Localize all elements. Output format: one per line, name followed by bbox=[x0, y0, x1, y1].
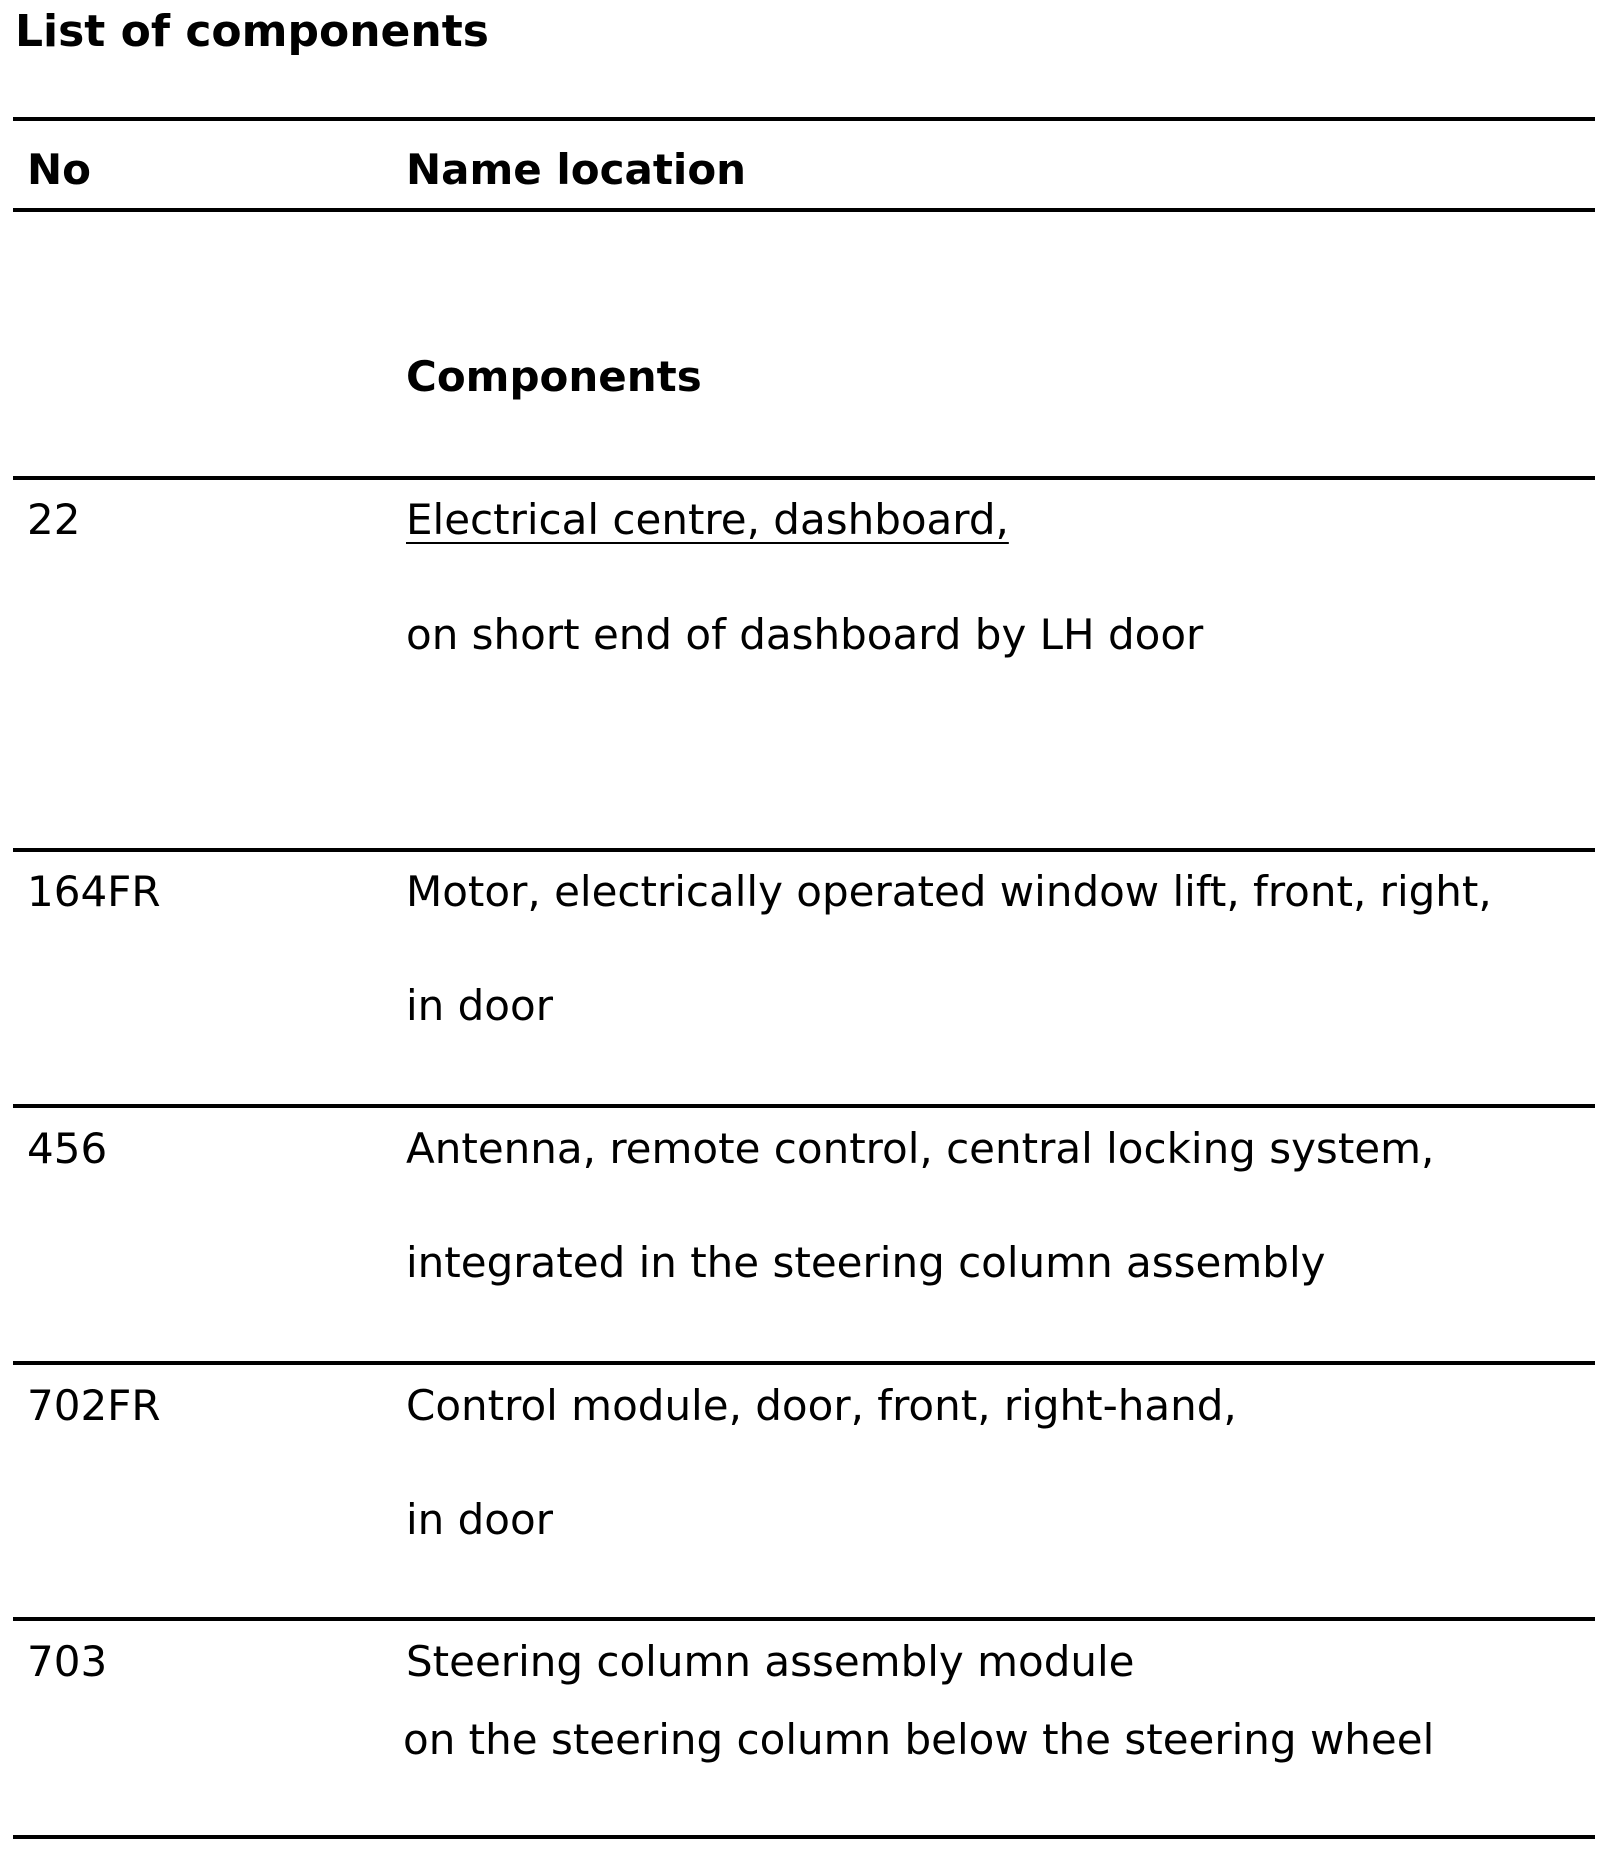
component-name: Control module, door, front, right-hand, bbox=[406, 1381, 1237, 1430]
row-number: 164FR bbox=[27, 867, 161, 916]
component-name: Steering column assembly module bbox=[406, 1637, 1135, 1686]
component-name: Motor, electrically operated window lift, front, right, bbox=[406, 867, 1492, 916]
row-number: 702FR bbox=[27, 1381, 161, 1430]
row-separator bbox=[13, 848, 1595, 852]
row-separator bbox=[13, 1361, 1595, 1365]
header-bottom-rule bbox=[13, 208, 1595, 212]
page-title: List of components bbox=[15, 6, 489, 57]
component-name: Electrical centre, dashboard, bbox=[406, 495, 1009, 544]
component-name: Antenna, remote control, central locking system, bbox=[406, 1124, 1435, 1173]
column-header-name-location: Name location bbox=[406, 145, 747, 194]
section-heading: Components bbox=[406, 352, 702, 401]
row-separator bbox=[13, 476, 1595, 480]
table-top-rule bbox=[13, 117, 1595, 121]
row-separator bbox=[13, 1617, 1595, 1621]
row-separator bbox=[13, 1104, 1595, 1108]
component-location: in door bbox=[406, 981, 553, 1030]
row-number: 456 bbox=[27, 1124, 108, 1173]
row-number: 22 bbox=[27, 495, 81, 544]
table-bottom-rule bbox=[13, 1835, 1595, 1839]
component-location: on short end of dashboard by LH door bbox=[406, 610, 1204, 659]
component-location: on the steering column below the steering wheel bbox=[403, 1715, 1435, 1764]
row-number: 703 bbox=[27, 1637, 108, 1686]
component-location: integrated in the steering column assembly bbox=[406, 1238, 1326, 1287]
column-header-no: No bbox=[27, 145, 92, 194]
component-location: in door bbox=[406, 1495, 553, 1544]
